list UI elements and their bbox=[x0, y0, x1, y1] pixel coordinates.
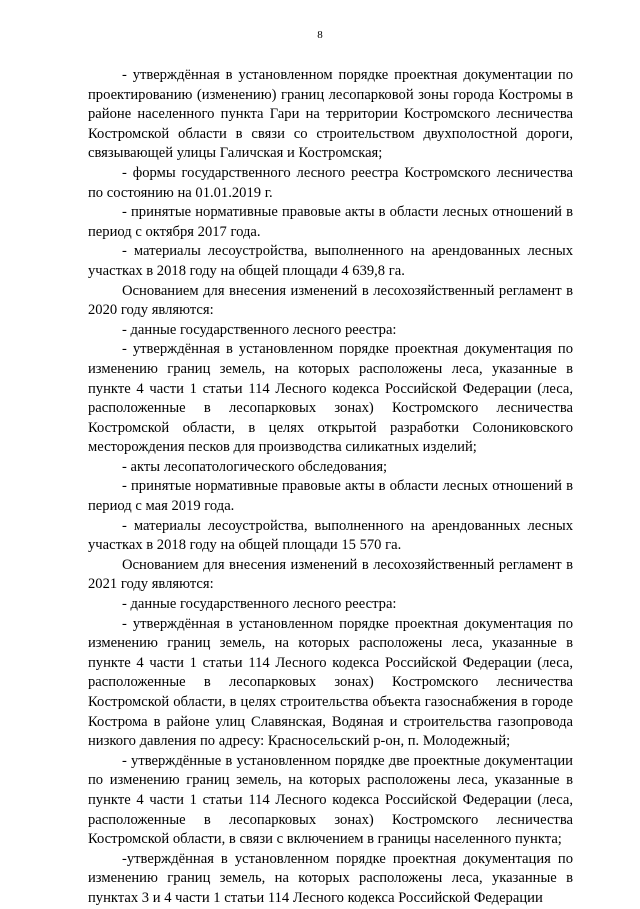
paragraph: - утверждённые в установленном порядке две проектные документации по изменению границ земель, на которых расположены леса, указанные в пункте 4 части 1 статьи 114 Лесного кодекса Российской Федерации (леса, расположенные в лесопарковых зонах) Костромского лесничества Костромской области, в связи с включением в границы населенного пункта; bbox=[88, 752, 573, 848]
paragraph: - акты лесопатологического обследования; bbox=[122, 458, 388, 475]
paragraph: - данные государственного лесного реестра: bbox=[122, 321, 397, 338]
page-number: 8 bbox=[317, 29, 323, 41]
paragraph: - материалы лесоустройства, выполненного на арендованных лесных участках в 2018 году на общей площади 4 639,8 га. bbox=[88, 243, 573, 279]
paragraph: - принятые нормативные правовые акты в области лесных отношений в период с мая 2019 года. bbox=[88, 478, 573, 515]
paragraph: - данные государственного лесного реестра: bbox=[122, 596, 397, 613]
paragraph: - материалы лесоустройства, выполненного на арендованных лесных участках в 2018 году на общей площади 15 570 га. bbox=[88, 517, 573, 554]
paragraph: -утверждённая в установленном порядке проектная документация по изменению границ земель, на которых расположены леса, указанные в пунктах 3 и 4 части 1 статьи 114 Лесного кодекса Российской Федерации bbox=[88, 850, 573, 906]
paragraph: Основанием для внесения изменений в лесохозяйственный регламент в 2020 году являются: bbox=[88, 282, 573, 319]
paragraph: Основанием для внесения изменений в лесохозяйственный регламент в 2021 году являются: bbox=[88, 556, 573, 593]
paragraph: - формы государственного лесного реестра Костромского лесничества по состоянию на 01.01.2019 г. bbox=[88, 164, 573, 201]
document-body bbox=[88, 66, 573, 909]
paragraph: - утверждённая в установленном порядке проектная документация по изменению границ земель, на которых расположены леса, указанные в пункте 4 части 1 статьи 114 Лесного кодекса Российской Федерации (леса, расположенные в лесопарковых зонах) Костромского лесничества Костромской области, в целях открытой разработки Солониковского месторождения песков для производства силикатных изделий; bbox=[88, 341, 573, 456]
paragraph: - утверждённая в установленном порядке проектная документация по изменению границ земель, на которых расположены леса, указанные в пункте 4 части 1 статьи 114 Лесного кодекса Российской Федерации (леса, расположенные в лесопарковых зонах) Костромского лесничества Костромской области, в целях строительства объекта газоснабжения в городе Кострома в районе улиц Славянская, Водяная и строительства газопровода низкого давления по адресу: Красносельский р-он, п. Молодежный; bbox=[88, 615, 573, 750]
paragraph: - принятые нормативные правовые акты в области лесных отношений в период с октября 2017 года. bbox=[88, 204, 573, 240]
paragraph: - утверждённая в установленном порядке проектная документации по проектированию (изменению) границ лесопарковой зоны города Костромы в районе населенного пункта Гари на территории Костромского лесничества Костромской области в связи со строительством двухполостной дороги, связывающей улицы Галичская и Костромская; bbox=[88, 67, 573, 162]
